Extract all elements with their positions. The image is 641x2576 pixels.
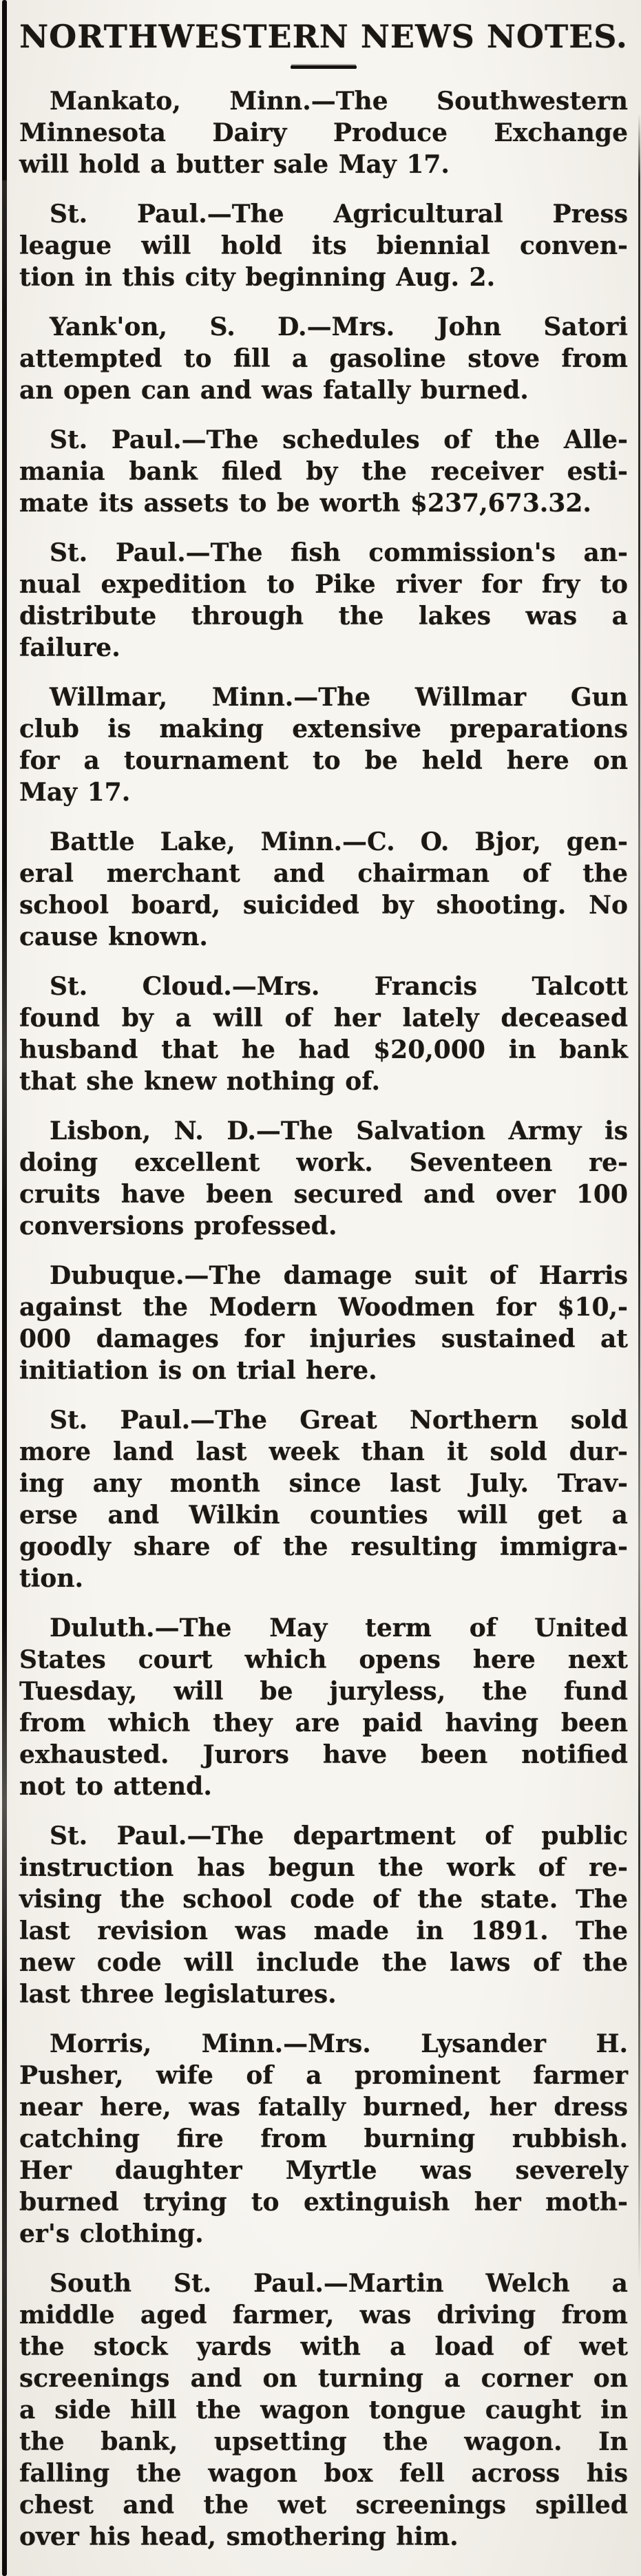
headline-divider: [291, 65, 357, 69]
text-line: doing excellent work. Seventeen re-: [19, 1148, 628, 1177]
news-paragraph: [19, 2268, 628, 2553]
text-line: Willmar, Minn.—The Willmar Gun: [50, 683, 628, 712]
text-line: mania bank filed by the receiver esti-: [19, 457, 628, 486]
column-rule-right: [638, 114, 640, 2282]
text-line: cruits have been secured and over 100: [19, 1180, 628, 1209]
news-paragraph: [19, 537, 628, 664]
text-line: St. Paul.—The Agricultural Press: [50, 200, 628, 229]
text-line: Battle Lake, Minn.—C. O. Bjor, gen-: [50, 827, 628, 856]
column-rule-left: [2, 0, 7, 2576]
text-line: tion.: [19, 1564, 84, 1593]
text-line: husband that he had $20,000 in bank: [19, 1035, 628, 1064]
text-line: tion in this city beginning Aug. 2.: [19, 263, 496, 292]
text-line: found by a will of her lately deceased: [19, 1004, 628, 1033]
text-line: initiation is on trial here.: [19, 1356, 377, 1385]
news-paragraph: [19, 1115, 628, 1242]
news-paragraph: [19, 682, 628, 808]
text-line: school board, suicided by shooting. No: [19, 891, 628, 920]
text-line: Minnesota Dairy Produce Exchange: [19, 118, 628, 147]
text-line: Lisbon, N. D.—The Salvation Army is: [50, 1117, 628, 1146]
text-line: burned trying to extinguish her moth-: [19, 2188, 628, 2217]
text-line: screenings and on turning a corner on: [19, 2364, 628, 2393]
text-line: May 17.: [19, 778, 131, 807]
text-line: exhausted. Jurors have been notified: [19, 1740, 628, 1769]
text-line: from which they are paid having been: [19, 1709, 628, 1738]
text-line: middle aged farmer, was driving from: [19, 2301, 628, 2330]
text-line: St. Paul.—The schedules of the Alle-: [50, 425, 628, 454]
text-line: Tuesday, will be juryless, the fund: [19, 1677, 628, 1706]
text-line: Duluth.—The May term of United: [50, 1614, 628, 1643]
text-line: over his head, smothering him.: [19, 2522, 459, 2551]
news-paragraph: [19, 1404, 628, 1594]
text-line: new code will include the laws of the: [19, 1948, 628, 1977]
text-line: the stock yards with a load of wet: [19, 2332, 628, 2361]
text-line: Morris, Minn.—Mrs. Lysander H.: [50, 2029, 628, 2058]
text-line: Dubuque.—The damage suit of Harris: [50, 1261, 628, 1290]
text-line: league will hold its biennial conven-: [19, 231, 628, 260]
text-line: St. Cloud.—Mrs. Francis Talcott: [50, 972, 628, 1001]
text-line: er's clothing.: [19, 2219, 204, 2248]
text-line: Her daughter Myrtle was severely: [19, 2156, 628, 2185]
news-paragraph: [19, 2028, 628, 2250]
text-line: attempted to fill a gasoline stove from: [19, 344, 628, 373]
news-paragraph: [19, 85, 628, 180]
text-line: goodly share of the resulting immigra-: [19, 1532, 628, 1561]
text-line: last revision was made in 1891. The: [19, 1917, 628, 1945]
text-line: distribute through the lakes was a: [19, 602, 628, 631]
text-line: for a tournament to be held here on: [19, 746, 628, 775]
text-line: vising the school code of the state. The: [19, 1885, 628, 1914]
text-line: South St. Paul.—Martin Welch a: [50, 2269, 628, 2298]
text-line: not to attend.: [19, 1772, 212, 1801]
news-column: [19, 0, 628, 2570]
text-line: St. Paul.—The department of public: [50, 1822, 628, 1850]
text-line: Mankato, Minn.—The Southwestern: [50, 87, 628, 116]
text-line: catching fire from burning rubbish.: [19, 2124, 628, 2153]
news-paragraph: [19, 1820, 628, 2010]
text-line: near here, was fatally burned, her dress: [19, 2093, 628, 2122]
text-line: will hold a butter sale May 17.: [19, 150, 450, 179]
text-line: conversions professed.: [19, 1212, 337, 1241]
news-paragraph: [19, 311, 628, 406]
text-line: club is making extensive preparations: [19, 715, 628, 743]
text-line: erse and Wilkin counties will get a: [19, 1501, 628, 1530]
text-line: St. Paul.—The fish commission's an-: [50, 538, 628, 567]
text-line: eral merchant and chairman of the: [19, 859, 628, 888]
text-line: falling the wagon box fell across his: [19, 2459, 628, 2488]
text-line: that she knew nothing of.: [19, 1067, 381, 1096]
text-line: mate its assets to be worth $237,673.32.: [19, 489, 591, 518]
text-line: Yank'on, S. D.—Mrs. John Satori: [50, 313, 628, 341]
text-line: Pusher, wife of a prominent farmer: [19, 2061, 628, 2090]
text-line: an open can and was fatally burned.: [19, 376, 529, 405]
news-paragraph: [19, 424, 628, 519]
news-paragraph: [19, 1260, 628, 1386]
text-line: the bank, upsetting the wagon. In: [19, 2427, 628, 2456]
text-line: instruction has begun the work of re-: [19, 1853, 628, 1882]
news-paragraph: [19, 198, 628, 293]
text-line: nual expedition to Pike river for fry to: [19, 570, 628, 599]
text-line: cause known.: [19, 922, 208, 951]
article-headline: NORTHWESTERN NEWS NOTES.: [19, 18, 628, 55]
article-body: [19, 85, 628, 2553]
news-paragraph: [19, 826, 628, 953]
text-line: 000 damages for injuries sustained at: [19, 1324, 628, 1353]
news-paragraph: [19, 1612, 628, 1802]
text-line: failure.: [19, 633, 120, 662]
text-line: more land last week than it sold dur-: [19, 1437, 628, 1466]
text-line: St. Paul.—The Great Northern sold: [50, 1406, 628, 1435]
text-line: ing any month since last July. Trav-: [19, 1469, 628, 1498]
text-line: chest and the wet screenings spilled: [19, 2491, 628, 2520]
text-line: States court which opens here next: [19, 1645, 628, 1674]
text-line: against the Modern Woodmen for $10,-: [19, 1293, 628, 1322]
text-line: a side hill the wagon tongue caught in: [19, 2396, 628, 2425]
news-paragraph: [19, 971, 628, 1097]
text-line: last three legislatures.: [19, 1980, 337, 2009]
